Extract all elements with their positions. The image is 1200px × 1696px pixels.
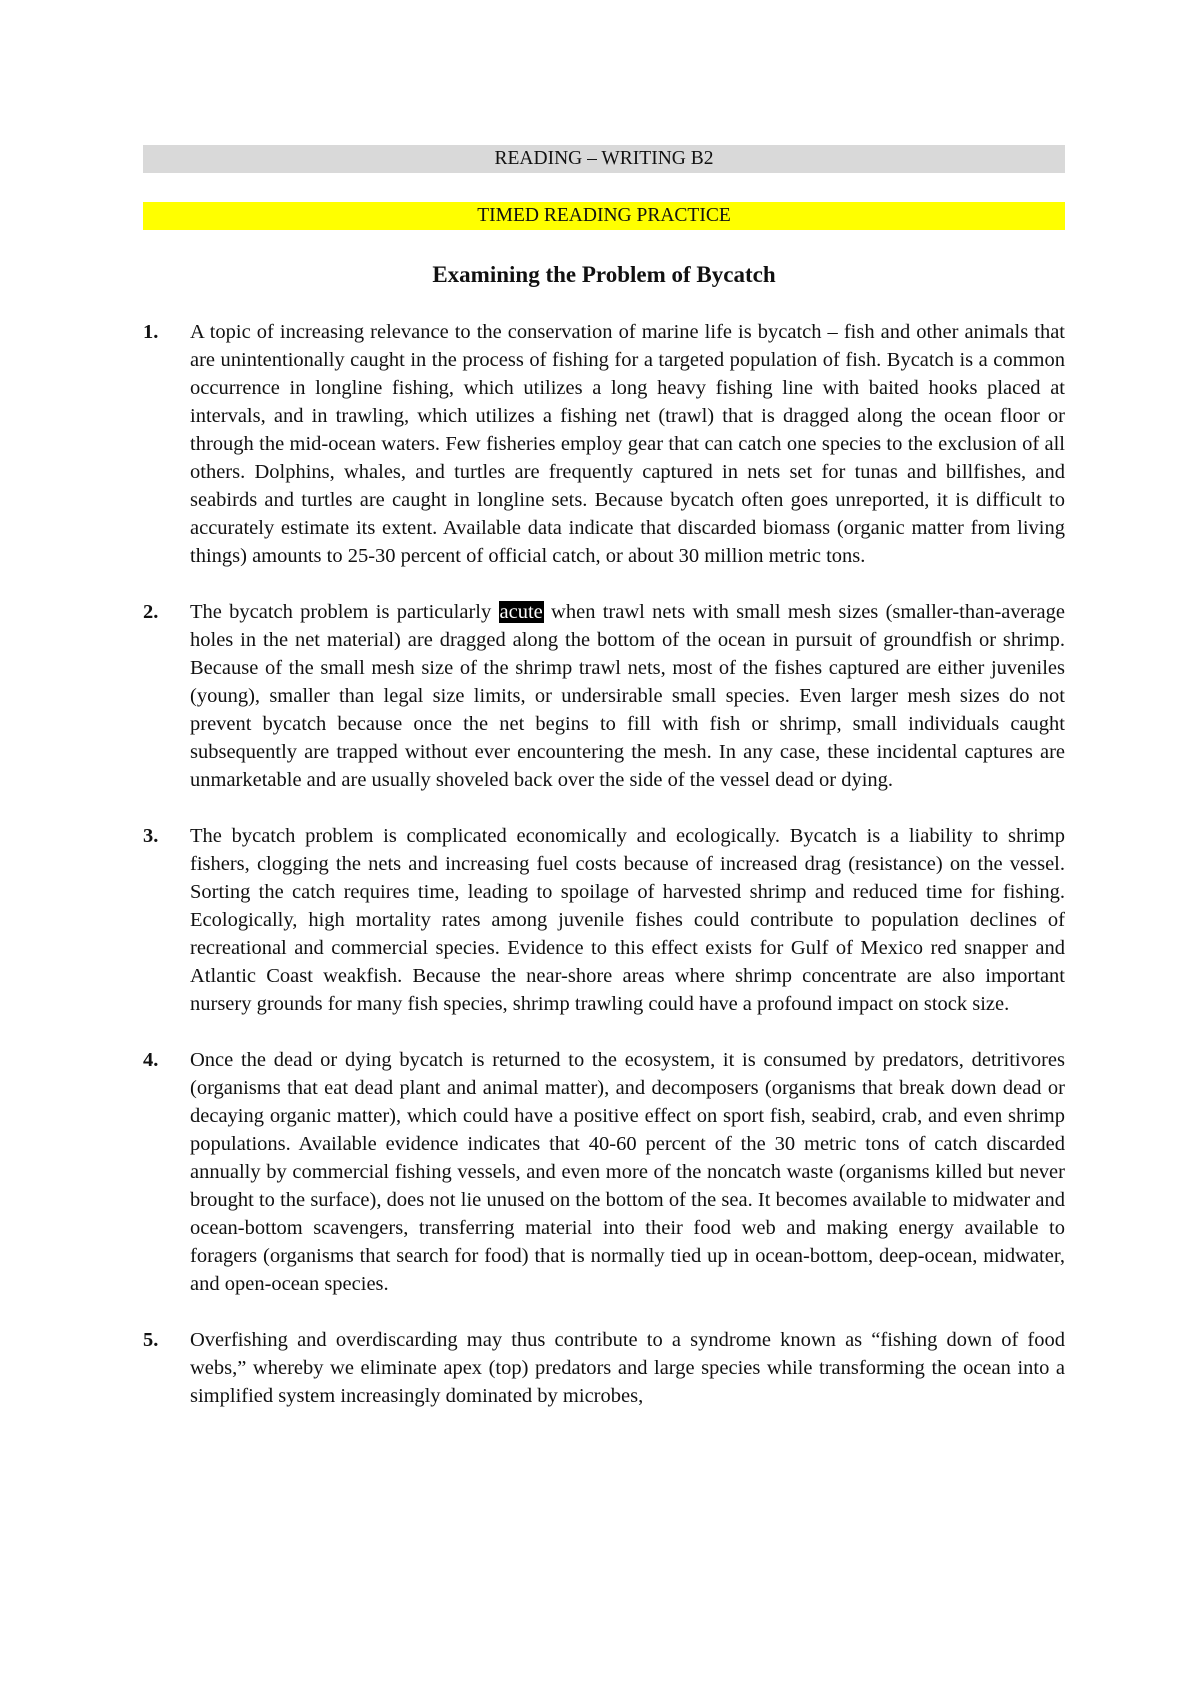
paragraph-2 — [143, 598, 1065, 794]
paragraph-text: Overfishing and overdiscarding may thus contribute to a syndrome known as “fishing down of food webs,” whereby we eliminate apex (top) predators and large species while transforming the ocean into a simplified system increasingly dominated by microbes, — [190, 1329, 1065, 1407]
paragraph-number: 3. — [143, 825, 159, 847]
paragraph-text-before: The bycatch problem is particularly — [190, 601, 499, 623]
paragraph-number: 1. — [143, 321, 159, 343]
paragraph-1 — [143, 318, 1065, 570]
section-banner — [143, 202, 1065, 230]
paragraph-text: Once the dead or dying bycatch is returned to the ecosystem, it is consumed by predators, detritivores (organisms that eat dead plant and animal matter), and decomposers (organisms that break down dead or decaying organic matter), which could have a positive effect on sport fish, seabird, crab, and even shrimp populations. Available evidence indicates that 40-60 percent of the 30 metric tons of catch discarded annually by commercial fishing vessels, and even more of the noncatch waste (organisms killed but never brought to the surface), does not lie unused on the bottom of the sea. It becomes available to midwater and ocean-bottom scavengers, transferring material into their food web and making energy available to foragers (organisms that search for food) that is normally tied up in ocean-bottom, deep-ocean, midwater, and open-ocean species. — [190, 1049, 1065, 1295]
paragraph-list — [143, 318, 1065, 1438]
paragraph-text: The bycatch problem is complicated economically and ecologically. Bycatch is a liability to shrimp fishers, clogging the nets and increasing fuel costs because of increased drag (resistance) on the vessel. Sorting the catch requires time, leading to spoilage of harvested shrimp and reduced time for fishing. Ecologically, high mortality rates among juvenile fishes could contribute to population declines of recreational and commercial species. Evidence to this effect exists for Gulf of Mexico red snapper and Atlantic Coast weakfish. Because the near-shore areas where shrimp concentrate are also important nursery grounds for many fish species, shrimp trawling could have a profound impact on stock size. — [190, 825, 1065, 1015]
course-title: READING – WRITING B2 — [494, 148, 714, 169]
section-title: TIMED READING PRACTICE — [477, 205, 731, 226]
highlighted-word[interactable]: acute — [499, 601, 543, 623]
document-title: Examining the Problem of Bycatch — [432, 262, 776, 287]
paragraph-5 — [143, 1326, 1065, 1410]
paragraph-3 — [143, 822, 1065, 1018]
paragraph-text: A topic of increasing relevance to the conservation of marine life is bycatch – fish and other animals that are unintentionally caught in the process of fishing for a targeted population of fish. Bycatch is a common occurrence in longline fishing, which utilizes a long heavy fishing line with baited hooks placed at intervals, and in trawling, which utilizes a fishing net (trawl) that is dragged along the ocean floor or through the mid-ocean waters. Few fisheries employ gear that can catch one species to the exclusion of all others. Dolphins, whales, and turtles are frequently captured in nets set for tunas and billfishes, and seabirds and turtles are caught in longline sets. Because bycatch often goes unreported, it is difficult to accurately estimate its extent. Available data indicate that discarded biomass (organic matter from living things) amounts to 25-30 percent of official catch, or about 30 million metric tons. — [190, 321, 1065, 567]
paragraph-4 — [143, 1046, 1065, 1298]
paragraph-number: 5. — [143, 1329, 159, 1351]
paragraph-number: 2. — [143, 601, 159, 623]
paragraph-text-after: when trawl nets with small mesh sizes (smaller-than-average holes in the net material) are dragged along the bottom of the ocean in pursuit of groundfish or shrimp. Because of the small mesh size of the shrimp trawl nets, most of the fishes captured are either juveniles (young), smaller than legal size limits, or undersirable small species. Even larger mesh sizes do not prevent bycatch because once the net begins to fill with fish or shrimp, small individuals caught subsequently are trapped without ever encountering the mesh. In any case, these incidental captures are unmarketable and are usually shoveled back over the side of the vessel dead or dying. — [190, 601, 1065, 791]
paragraph-text — [190, 598, 1065, 794]
course-banner — [143, 145, 1065, 173]
paragraph-number: 4. — [143, 1049, 159, 1071]
